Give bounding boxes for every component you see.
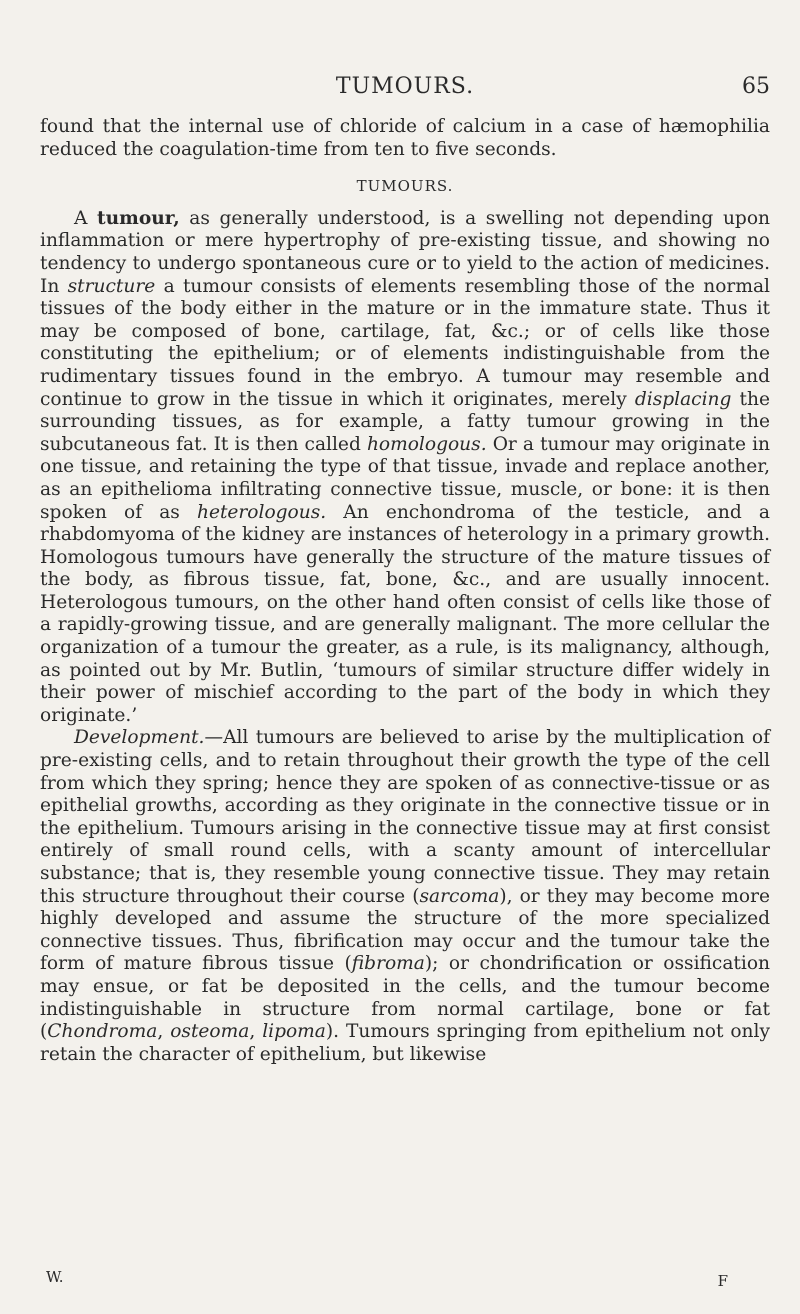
italic-term: fibroma [351,953,425,975]
paragraph-development [40,727,770,1066]
text-run: An enchondroma of the testicle, and a rhabdomyoma of the kidney are instances of heterology in a primary growth. Homologous tumours have generally the structure of the mature tissues of the body, as fibrous tissue, fat, bone, &c., and are usually innocent. Heterologous tumours, on the other hand often consist of cells like those of a rapidly-growing tissue, and are generally malignant. The more cellular the organization of a tumour the greater, as a rule, is its malignancy, although, as pointed out by Mr. Butlin, ‘tumours of similar structure differ widely in their power of mischief according to the part of the body in which they originate.’ [40,501,770,726]
paragraph-continuation: found that the internal use of chloride of calcium in a case of hæmophilia reduced the coagulation-time from ten to five seconds. [40,116,770,160]
italic-lead-term: Development. [74,727,205,749]
text-run: ); or chondrification or ossification may ensue, or fat be deposited in the cells, and the tumour become indistinguishable in structure from normal cartilage, bone or fat ( [40,953,771,1043]
running-head [40,74,770,104]
printer-signature: W. [46,1268,64,1286]
signature-mark: F [717,1272,728,1290]
italic-term: heterologous. [196,501,327,523]
italic-term: structure [67,275,156,297]
italic-term: displacing [634,388,732,410]
book-page [40,0,770,1314]
text-run: , [249,1021,263,1043]
italic-term: lipoma [262,1021,326,1043]
paragraph-tumour-definition [40,208,770,728]
italic-term: homologous. [366,433,487,455]
page-footer [40,1268,770,1292]
page-number: 65 [742,74,770,99]
text-run: ). Tumours springing from epithelium not only retain the character of epithelium, but likewise [40,1021,770,1065]
text-run: , [157,1021,171,1043]
text-run: A [74,207,98,229]
section-heading: TUMOURS. [356,177,454,196]
text-run: a tumour consists of elements resembling those of the normal tissues of the body either in the mature or in the immature state. Thus it may be composed of bone, cartilage, fat, &c.; or of cells like those constituting the epithelium; or of elements indistinguishable from the rudimentary tissues found in the embryo. A tumour may resemble and continue to grow in the tissue in which it originates, merely [40,275,770,410]
lead-term: tumour, [97,207,180,229]
italic-term: Chondroma [47,1021,158,1043]
text-run: Or a tumour may originate in one tissue, and retaining the type of that tissue, invade and replace another, as an epithelioma infiltrating connective tissue, muscle, or bone: it is then spoken of as [40,433,771,523]
text-run: the surrounding tissues, as for example, a fatty tumour growing in the subcutaneous fat. It is then called [40,388,770,455]
text-run: as generally understood, is a swelling not depending upon inflammation or mere hypertrophy of pre-existing tissue, and showing no tendency to undergo spontaneous cure or to yield to the action of medicines. In [40,207,770,297]
italic-term: osteoma [170,1021,250,1043]
italic-term: sarcoma [419,885,500,907]
body-text [40,116,770,1066]
text-run: —All tumours are believed to arise by the multiplication of pre-existing cells, and to retain throughout their growth the type of the cell from which they spring; hence they are spoken of as connective-tissue or as epithelial growths, according as they originate in the connective tissue or in the epithelium. Tumours arising in the connective tissue may at first consist entirely of small round cells, with a scanty amount of intercellular substance; that is, they resemble young connective tissue. They may retain this structure throughout their course ( [40,727,770,907]
running-title: TUMOURS. [335,74,475,99]
text-run: ), or they may become more highly developed and assume the structure of the more specialized connective tissues. Thus, fibrification may occur and the tumour take the form of mature fibrous tissue ( [40,885,771,975]
